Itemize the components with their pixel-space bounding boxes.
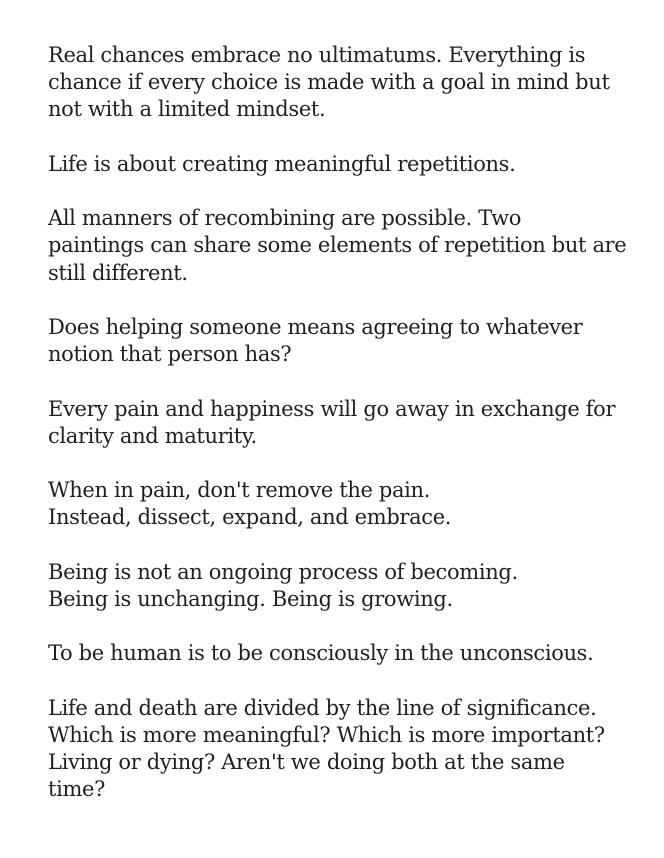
text-line: not with a limited mindset. [48,97,326,122]
text-line: Being is not an ongoing process of becoming. [48,559,518,584]
text-line: Every pain and happiness will go away in exchange for [48,396,616,421]
paragraph [48,314,648,368]
text-line: All manners of recombining are possible. Two [48,206,522,231]
paragraph [48,640,648,667]
text-line: time? [48,777,106,802]
text-line: Living or dying? Aren't we doing both at the same [48,750,565,775]
paragraph [48,695,648,804]
text-line: notion that person has? [48,342,292,367]
text-line: Life and death are divided by the line of significance. [48,695,597,720]
text-line: Instead, dissect, expand, and embrace. [48,505,452,530]
paragraph [48,42,648,124]
text-line: still different. [48,260,188,285]
document-body [48,42,648,831]
paragraph [48,477,648,531]
text-line: Being is unchanging. Being is growing. [48,586,453,611]
text-line: clarity and maturity. [48,423,257,448]
text-line: chance if every choice is made with a goal in mind but [48,70,610,95]
paragraph [48,205,648,287]
text-line: Life is about creating meaningful repetitions. [48,151,516,176]
text-line: Does helping someone means agreeing to whatever [48,314,583,339]
paragraph [48,396,648,450]
text-line: Which is more meaningful? Which is more important? [48,722,605,747]
text-line: paintings can share some elements of repetition but are [48,233,627,258]
text-line: Real chances embrace no ultimatums. Everything is [48,43,586,67]
paragraph [48,559,648,613]
paragraph [48,151,648,178]
text-line: When in pain, don't remove the pain. [48,478,431,503]
text-line: To be human is to be consciously in the unconscious. [48,641,594,666]
